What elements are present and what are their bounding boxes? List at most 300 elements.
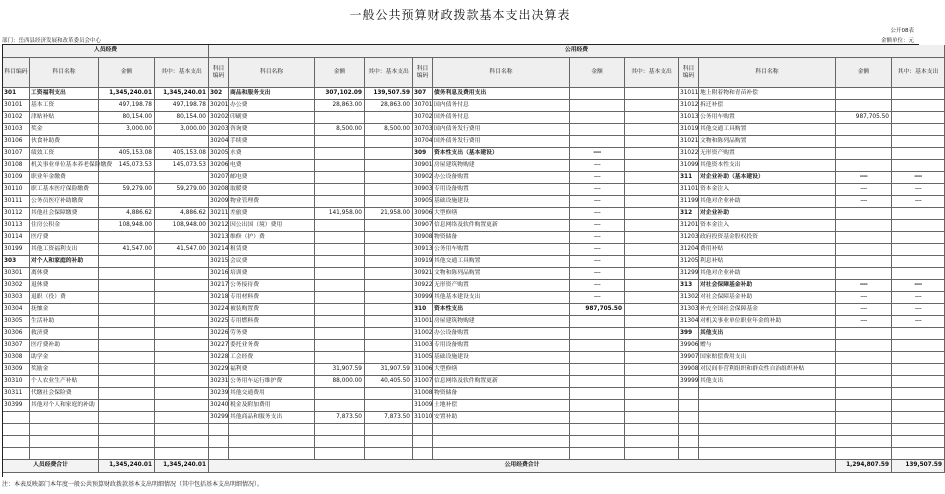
row-code: 30113 bbox=[3, 220, 30, 232]
row-code: 30204 bbox=[209, 136, 229, 148]
empty-cell bbox=[229, 436, 315, 448]
row-name: 津贴补贴 bbox=[30, 112, 99, 124]
row-name: 安置补助 bbox=[433, 412, 570, 424]
row-amount bbox=[570, 124, 625, 136]
empty-cell bbox=[315, 424, 365, 436]
row-code: 30902 bbox=[413, 172, 433, 184]
row-code: 30111 bbox=[3, 196, 30, 208]
personnel-total-label: 人员经费合计 bbox=[3, 460, 99, 473]
row-amount bbox=[836, 352, 892, 364]
row-name: 大型修缮 bbox=[433, 364, 570, 376]
row-basic bbox=[155, 232, 209, 244]
row-name bbox=[699, 388, 836, 400]
row-amount: 987,705.50 bbox=[836, 112, 892, 124]
column-header-amount: 金额 bbox=[315, 58, 365, 88]
row-amount: ---- bbox=[836, 316, 892, 328]
row-code: 30218 bbox=[209, 292, 229, 304]
row-name: 奖励金 bbox=[30, 364, 99, 376]
row-code: 30211 bbox=[209, 208, 229, 220]
row-code: 30206 bbox=[209, 160, 229, 172]
form-number: 公开08表 bbox=[890, 28, 914, 34]
row-basic: 80,154.00 bbox=[155, 112, 209, 124]
empty-cell bbox=[413, 448, 433, 460]
row-name: 委托业务费 bbox=[229, 340, 315, 352]
row-amount bbox=[99, 316, 155, 328]
row-basic bbox=[155, 340, 209, 352]
row-code: 30205 bbox=[209, 148, 229, 160]
row-amount: 3,000.00 bbox=[99, 124, 155, 136]
row-name: 政府投资基金股权投资 bbox=[699, 232, 836, 244]
row-name: 赠与 bbox=[699, 340, 836, 352]
column-header-basic: 其中：基本支出 bbox=[892, 58, 945, 88]
row-code: 30114 bbox=[3, 232, 30, 244]
row-name: 其他支出 bbox=[699, 328, 836, 340]
row-amount: ---- bbox=[570, 220, 625, 232]
row-code: 31019 bbox=[679, 124, 699, 136]
row-name: 职工基本医疗保险缴费 bbox=[30, 184, 99, 196]
empty-cell bbox=[570, 436, 625, 448]
row-name: 住房公积金 bbox=[30, 220, 99, 232]
row-basic bbox=[625, 412, 679, 424]
row-basic: 21,958.00 bbox=[365, 208, 413, 220]
row-name: 工会经费 bbox=[229, 352, 315, 364]
row-code: 30224 bbox=[209, 304, 229, 316]
row-amount bbox=[99, 292, 155, 304]
row-basic bbox=[892, 160, 945, 172]
row-name: 基础设施建设 bbox=[433, 196, 570, 208]
row-code bbox=[3, 412, 30, 424]
empty-cell bbox=[99, 436, 155, 448]
row-code: 31013 bbox=[679, 112, 699, 124]
row-basic bbox=[365, 328, 413, 340]
empty-cell bbox=[3, 436, 30, 448]
row-amount bbox=[836, 256, 892, 268]
row-code: 30209 bbox=[209, 196, 229, 208]
row-basic: ---- bbox=[892, 292, 945, 304]
row-amount bbox=[836, 88, 892, 100]
table-title: 一般公共预算财政拨款基本支出决算表 bbox=[349, 8, 571, 22]
row-code: 30907 bbox=[413, 220, 433, 232]
row-basic: 145,073.53 bbox=[155, 160, 209, 172]
row-basic bbox=[625, 124, 679, 136]
empty-cell bbox=[30, 424, 99, 436]
row-code: 30216 bbox=[209, 268, 229, 280]
row-amount: 307,102.09 bbox=[315, 88, 365, 100]
row-code: 30226 bbox=[209, 328, 229, 340]
row-name: 资本性支出（基本建设） bbox=[433, 148, 570, 160]
empty-cell bbox=[155, 448, 209, 460]
row-amount bbox=[315, 280, 365, 292]
row-code: 30302 bbox=[3, 280, 30, 292]
row-amount bbox=[836, 208, 892, 220]
row-basic bbox=[625, 376, 679, 388]
column-header-amount: 金额 bbox=[570, 58, 625, 88]
row-amount bbox=[315, 352, 365, 364]
department-label: 部门：岳西县经济发展和改革委员会中心 bbox=[2, 38, 102, 44]
row-amount: 405,153.08 bbox=[99, 148, 155, 160]
row-basic bbox=[365, 196, 413, 208]
row-basic: ---- bbox=[892, 316, 945, 328]
row-code: 39906 bbox=[679, 340, 699, 352]
group-header-public: 公用经费 bbox=[209, 45, 945, 58]
row-name: 机关事业单位基本养老保险缴费 bbox=[30, 160, 99, 172]
row-code: 30307 bbox=[3, 340, 30, 352]
row-code: 31101 bbox=[679, 184, 699, 196]
row-basic bbox=[892, 244, 945, 256]
row-code: 31012 bbox=[679, 100, 699, 112]
row-amount: ---- bbox=[570, 292, 625, 304]
row-basic bbox=[625, 340, 679, 352]
row-code: 30201 bbox=[209, 100, 229, 112]
row-code: 31008 bbox=[413, 388, 433, 400]
row-amount bbox=[836, 148, 892, 160]
row-code: 30310 bbox=[3, 376, 30, 388]
row-amount: 108,948.00 bbox=[99, 220, 155, 232]
row-code: 30212 bbox=[209, 220, 229, 232]
row-basic bbox=[625, 364, 679, 376]
row-amount bbox=[315, 172, 365, 184]
row-name: 对企业补助（基本建设） bbox=[699, 172, 836, 184]
row-name: 福利费 bbox=[229, 364, 315, 376]
row-name: 其他基本建设支出 bbox=[433, 292, 570, 304]
row-code: 31203 bbox=[679, 232, 699, 244]
column-header-code: 科目编码 bbox=[209, 58, 229, 88]
row-basic bbox=[625, 280, 679, 292]
row-name bbox=[699, 412, 836, 424]
row-amount: 4,886.62 bbox=[99, 208, 155, 220]
row-name: 国外债务发行费用 bbox=[433, 136, 570, 148]
row-name: 生活补助 bbox=[30, 316, 99, 328]
row-amount: ---- bbox=[570, 172, 625, 184]
column-header-name: 科目名称 bbox=[30, 58, 99, 88]
row-name: 基础设施建设 bbox=[433, 352, 570, 364]
row-code: 301 bbox=[3, 88, 30, 100]
row-name: 基本工资 bbox=[30, 100, 99, 112]
row-code: 31201 bbox=[679, 220, 699, 232]
row-basic bbox=[365, 184, 413, 196]
row-code: 30308 bbox=[3, 352, 30, 364]
row-amount bbox=[836, 364, 892, 376]
row-name: 费用补贴 bbox=[699, 244, 836, 256]
row-basic: ---- bbox=[892, 172, 945, 184]
row-basic bbox=[155, 172, 209, 184]
row-name: 租赁费 bbox=[229, 244, 315, 256]
row-code: 31010 bbox=[413, 412, 433, 424]
personnel-total-amount: 1,345,240.01 bbox=[99, 460, 155, 473]
row-name: 因公出国（境）费用 bbox=[229, 220, 315, 232]
empty-cell bbox=[892, 424, 945, 436]
row-name: 绩效工资 bbox=[30, 148, 99, 160]
row-amount bbox=[99, 136, 155, 148]
row-basic bbox=[625, 388, 679, 400]
row-amount bbox=[315, 292, 365, 304]
row-amount: ---- bbox=[836, 172, 892, 184]
row-basic bbox=[892, 400, 945, 412]
row-code: 30301 bbox=[3, 268, 30, 280]
empty-cell bbox=[3, 424, 30, 436]
column-header-amount: 金额 bbox=[836, 58, 892, 88]
row-code: 30110 bbox=[3, 184, 30, 196]
row-amount bbox=[836, 268, 892, 280]
row-amount bbox=[570, 364, 625, 376]
row-amount: 7,873.50 bbox=[315, 412, 365, 424]
row-amount bbox=[99, 232, 155, 244]
row-amount bbox=[99, 328, 155, 340]
row-amount: ---- bbox=[570, 184, 625, 196]
row-amount: 88,000.00 bbox=[315, 376, 365, 388]
empty-cell bbox=[209, 424, 229, 436]
row-code: 30906 bbox=[413, 208, 433, 220]
row-basic: 7,873.50 bbox=[365, 412, 413, 424]
row-name: 地上附着物和青苗补偿 bbox=[699, 88, 836, 100]
row-basic: ---- bbox=[892, 280, 945, 292]
empty-cell bbox=[30, 436, 99, 448]
column-header-code: 科目编码 bbox=[413, 58, 433, 88]
row-basic bbox=[892, 136, 945, 148]
row-basic bbox=[365, 400, 413, 412]
row-basic bbox=[892, 112, 945, 124]
empty-cell bbox=[679, 424, 699, 436]
row-code: 31003 bbox=[413, 340, 433, 352]
row-name: 个人农业生产补贴 bbox=[30, 376, 99, 388]
row-amount: ---- bbox=[836, 292, 892, 304]
row-name: 房屋建筑物购建 bbox=[433, 160, 570, 172]
row-name: 其他交通费用 bbox=[229, 388, 315, 400]
row-code: 399 bbox=[679, 328, 699, 340]
row-basic bbox=[365, 256, 413, 268]
empty-cell bbox=[229, 448, 315, 460]
row-name: 文物和陈列品购置 bbox=[699, 136, 836, 148]
row-code: 31001 bbox=[413, 316, 433, 328]
row-basic bbox=[155, 400, 209, 412]
row-amount: 141,958.00 bbox=[315, 208, 365, 220]
row-name: 对企业补助 bbox=[699, 208, 836, 220]
row-name: 工资福利支出 bbox=[30, 88, 99, 100]
row-code: 31007 bbox=[413, 376, 433, 388]
row-basic: 41,547.00 bbox=[155, 244, 209, 256]
row-basic bbox=[625, 328, 679, 340]
row-amount bbox=[99, 196, 155, 208]
row-name: 房屋建筑物购建 bbox=[433, 316, 570, 328]
row-code: 30304 bbox=[3, 304, 30, 316]
row-amount: 8,500.00 bbox=[315, 124, 365, 136]
row-amount bbox=[315, 244, 365, 256]
row-amount bbox=[315, 196, 365, 208]
row-basic bbox=[625, 220, 679, 232]
row-amount: 1,345,240.01 bbox=[99, 88, 155, 100]
row-name: 其他交通工具购置 bbox=[699, 124, 836, 136]
row-code: 30701 bbox=[413, 100, 433, 112]
row-amount: ---- bbox=[836, 196, 892, 208]
row-name: 印刷费 bbox=[229, 112, 315, 124]
row-basic bbox=[625, 184, 679, 196]
row-basic: 405,153.08 bbox=[155, 148, 209, 160]
row-amount: ---- bbox=[570, 196, 625, 208]
empty-cell bbox=[679, 436, 699, 448]
row-name: 专用材料费 bbox=[229, 292, 315, 304]
row-amount bbox=[836, 376, 892, 388]
row-code: 30215 bbox=[209, 256, 229, 268]
row-name: 土地补偿 bbox=[433, 400, 570, 412]
row-code: 39999 bbox=[679, 376, 699, 388]
row-code: 30217 bbox=[209, 280, 229, 292]
empty-cell bbox=[679, 448, 699, 460]
row-basic bbox=[625, 172, 679, 184]
row-name: 退职（役）费 bbox=[30, 292, 99, 304]
row-basic bbox=[625, 208, 679, 220]
row-name: 其他交通工具购置 bbox=[433, 256, 570, 268]
empty-cell bbox=[315, 448, 365, 460]
row-code: 30240 bbox=[209, 400, 229, 412]
row-name: 咨询费 bbox=[229, 124, 315, 136]
row-basic bbox=[365, 280, 413, 292]
row-code: 30203 bbox=[209, 124, 229, 136]
row-amount bbox=[570, 388, 625, 400]
row-code: 30229 bbox=[209, 364, 229, 376]
row-code: 39908 bbox=[679, 364, 699, 376]
column-header-code: 科目编码 bbox=[3, 58, 30, 88]
row-name: 无形资产购置 bbox=[699, 148, 836, 160]
row-amount bbox=[99, 388, 155, 400]
empty-cell bbox=[892, 436, 945, 448]
row-code: 30213 bbox=[209, 232, 229, 244]
empty-cell bbox=[570, 424, 625, 436]
row-amount bbox=[836, 340, 892, 352]
row-name: 无形资产购置 bbox=[433, 280, 570, 292]
row-amount bbox=[315, 256, 365, 268]
row-basic bbox=[892, 208, 945, 220]
row-name: 其他资本性支出 bbox=[699, 160, 836, 172]
empty-cell bbox=[365, 424, 413, 436]
row-basic bbox=[365, 268, 413, 280]
row-amount bbox=[836, 100, 892, 112]
row-name: 代缴社会保险费 bbox=[30, 388, 99, 400]
empty-cell bbox=[209, 436, 229, 448]
row-basic bbox=[365, 160, 413, 172]
row-basic bbox=[365, 340, 413, 352]
row-amount bbox=[315, 184, 365, 196]
row-name: 公务用车运行维护费 bbox=[229, 376, 315, 388]
row-basic: 59,279.00 bbox=[155, 184, 209, 196]
row-name: 公务接待费 bbox=[229, 280, 315, 292]
row-name: 公务员医疗补助缴费 bbox=[30, 196, 99, 208]
row-code: 30299 bbox=[209, 412, 229, 424]
row-name: 资本金注入 bbox=[699, 184, 836, 196]
empty-cell bbox=[433, 436, 570, 448]
public-total-amount: 1,294,807.59 bbox=[836, 460, 892, 473]
row-code: 31099 bbox=[679, 160, 699, 172]
row-name: 退休费 bbox=[30, 280, 99, 292]
row-basic bbox=[625, 244, 679, 256]
row-name: 物资储备 bbox=[433, 232, 570, 244]
row-amount: ---- bbox=[570, 268, 625, 280]
row-name: 其他支出 bbox=[699, 376, 836, 388]
row-code: 30306 bbox=[3, 328, 30, 340]
empty-cell bbox=[892, 448, 945, 460]
row-name: 利息补贴 bbox=[699, 256, 836, 268]
empty-cell bbox=[365, 448, 413, 460]
row-code: 31204 bbox=[679, 244, 699, 256]
row-code: 30208 bbox=[209, 184, 229, 196]
row-code: 30999 bbox=[413, 292, 433, 304]
row-amount bbox=[99, 400, 155, 412]
row-name bbox=[699, 400, 836, 412]
row-basic: ---- bbox=[892, 196, 945, 208]
row-basic bbox=[365, 148, 413, 160]
row-code: 30704 bbox=[413, 136, 433, 148]
row-basic: 108,948.00 bbox=[155, 220, 209, 232]
row-name: 被装购置费 bbox=[229, 304, 315, 316]
row-amount bbox=[99, 352, 155, 364]
column-header-basic: 其中：基本支出 bbox=[625, 58, 679, 88]
row-basic: 31,907.59 bbox=[365, 364, 413, 376]
row-code: 31022 bbox=[679, 148, 699, 160]
row-name: 医疗费 bbox=[30, 232, 99, 244]
row-basic bbox=[892, 376, 945, 388]
row-name: 办公费 bbox=[229, 100, 315, 112]
row-code: 30921 bbox=[413, 268, 433, 280]
row-name: 补充全国社会保障基金 bbox=[699, 304, 836, 316]
row-basic: 497,198.78 bbox=[155, 100, 209, 112]
row-name: 其他社会保障缴费 bbox=[30, 208, 99, 220]
row-name: 伙食补助费 bbox=[30, 136, 99, 148]
row-amount bbox=[836, 136, 892, 148]
row-basic: 8,500.00 bbox=[365, 124, 413, 136]
row-code: 30107 bbox=[3, 148, 30, 160]
row-name: 电费 bbox=[229, 160, 315, 172]
row-basic bbox=[892, 268, 945, 280]
row-basic bbox=[625, 160, 679, 172]
row-basic bbox=[155, 304, 209, 316]
row-basic bbox=[625, 112, 679, 124]
row-name: 其他对个人和家庭的补助 bbox=[30, 400, 99, 412]
row-basic bbox=[892, 88, 945, 100]
row-amount bbox=[315, 136, 365, 148]
row-name: 商品和服务支出 bbox=[229, 88, 315, 100]
row-basic bbox=[892, 352, 945, 364]
row-amount bbox=[99, 256, 155, 268]
row-basic bbox=[625, 268, 679, 280]
row-basic bbox=[625, 100, 679, 112]
column-header-amount: 金额 bbox=[99, 58, 155, 88]
empty-cell bbox=[209, 448, 229, 460]
column-header-code: 科目编码 bbox=[679, 58, 699, 88]
row-basic bbox=[365, 304, 413, 316]
row-code: 30903 bbox=[413, 184, 433, 196]
row-amount bbox=[315, 112, 365, 124]
row-amount: ---- bbox=[570, 160, 625, 172]
row-amount bbox=[570, 316, 625, 328]
row-name: 专用设备购置 bbox=[433, 184, 570, 196]
row-code bbox=[679, 388, 699, 400]
row-code: 31021 bbox=[679, 136, 699, 148]
empty-cell bbox=[155, 424, 209, 436]
row-code: 30228 bbox=[209, 352, 229, 364]
row-code: 30202 bbox=[209, 112, 229, 124]
row-name: 对社会保障基金补助 bbox=[699, 280, 836, 292]
row-amount: ---- bbox=[570, 244, 625, 256]
row-code: 30303 bbox=[3, 292, 30, 304]
empty-cell bbox=[3, 448, 30, 460]
empty-cell bbox=[99, 448, 155, 460]
row-basic bbox=[892, 328, 945, 340]
row-name: 信息网络及软件购置更新 bbox=[433, 376, 570, 388]
row-amount: 59,279.00 bbox=[99, 184, 155, 196]
row-code: 311 bbox=[679, 172, 699, 184]
row-name: 其他对企业补助 bbox=[699, 268, 836, 280]
row-name: 助学金 bbox=[30, 352, 99, 364]
row-name: 资本金注入 bbox=[699, 220, 836, 232]
